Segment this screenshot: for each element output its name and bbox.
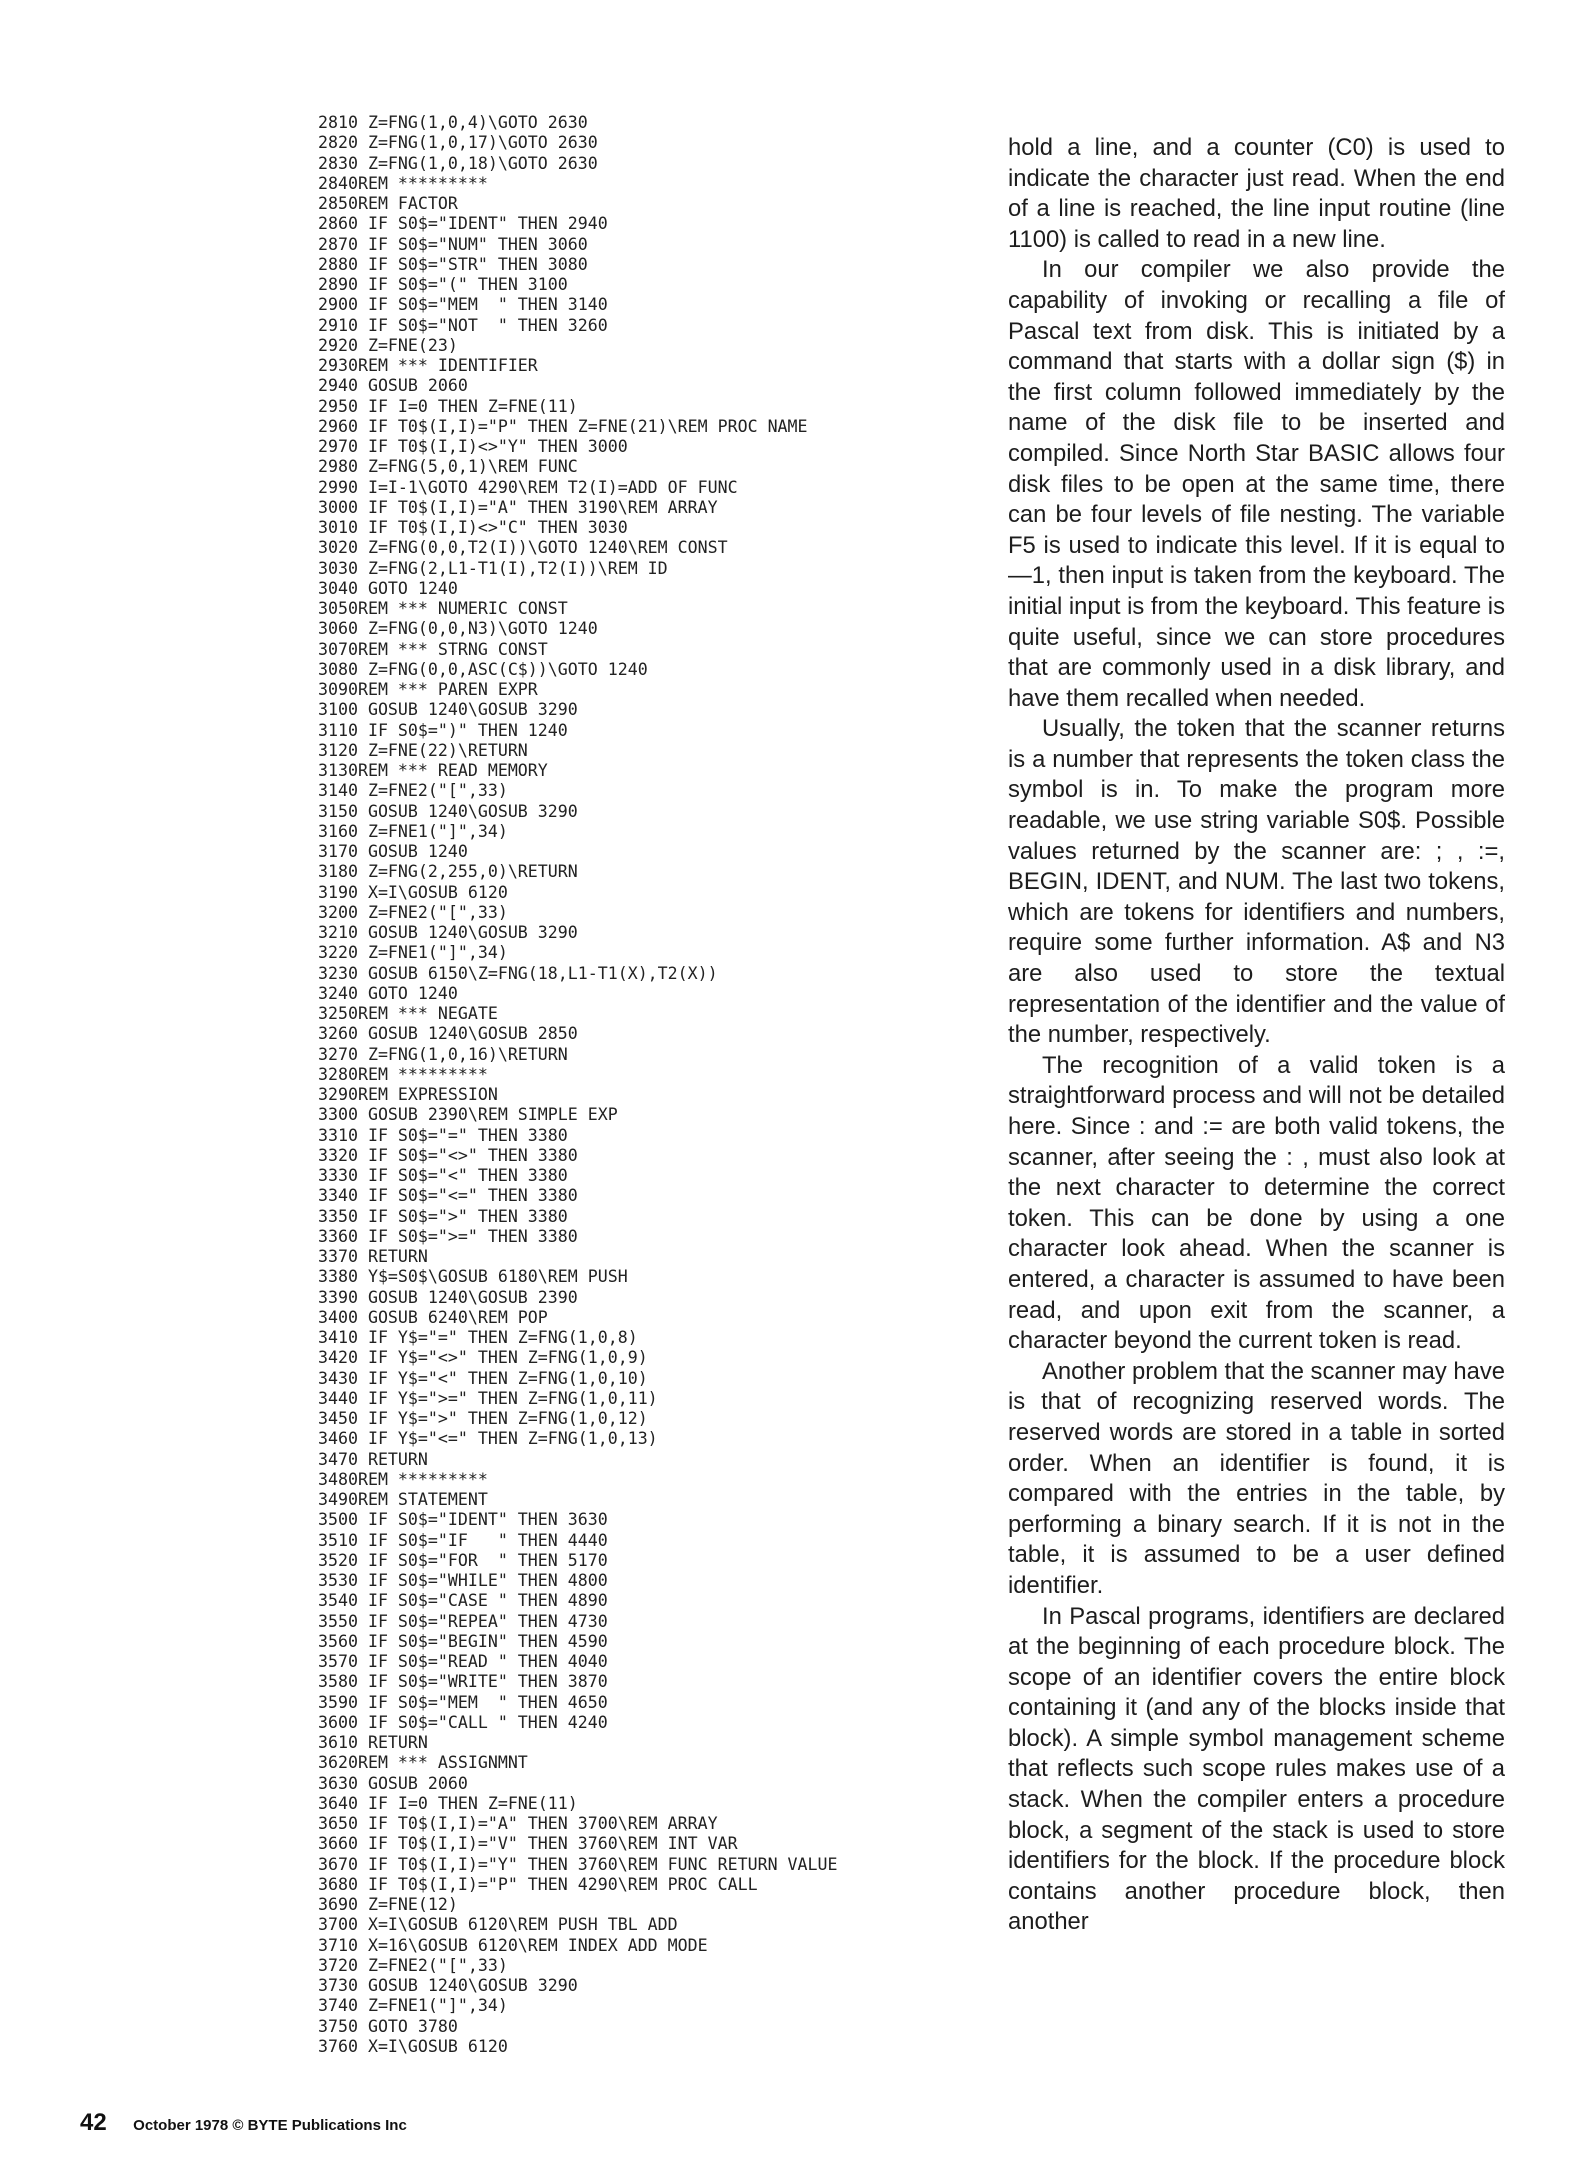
code-line: 3610 RETURN xyxy=(318,1733,428,1752)
code-line: 3530 IF S0$="WHILE" THEN 4800 xyxy=(318,1571,608,1590)
code-line: 3190 X=I\GOSUB 6120 xyxy=(318,882,508,902)
code-line: 3620REM *** ASSIGNMNT xyxy=(318,1753,528,1773)
code-line: 2940 GOSUB 2060 xyxy=(318,376,468,396)
code-line: 3230 GOSUB 6150\Z=FNG(18,L1-T1(X),T2(X)) xyxy=(318,963,718,983)
code-line: 2890 IF S0$="(" THEN 3100 xyxy=(318,275,568,294)
code-line: 3600 IF S0$="CALL " THEN 4240 xyxy=(318,1712,608,1732)
code-line: 3540 IF S0$="CASE " THEN 4890 xyxy=(318,1591,608,1611)
page-number: 42 xyxy=(80,2109,107,2136)
basic-code-listing xyxy=(318,113,958,2057)
code-line: 3350 IF S0$=">" THEN 3380 xyxy=(318,1206,568,1226)
page-footer xyxy=(80,2109,407,2137)
code-line: 3150 GOSUB 1240\GOSUB 3290 xyxy=(318,801,578,821)
code-line: 2870 IF S0$="NUM" THEN 3060 xyxy=(318,234,588,254)
code-line: 3410 IF Y$="=" THEN Z=FNG(1,0,8) xyxy=(318,1328,638,1347)
code-line: 3500 IF S0$="IDENT" THEN 3630 xyxy=(318,1510,608,1530)
code-line: 2840REM ********* xyxy=(318,173,488,193)
code-line: 3080 Z=FNG(0,0,ASC(C$))\GOTO 1240 xyxy=(318,659,648,679)
code-line: 3220 Z=FNE1("]",34) xyxy=(318,943,508,963)
code-line: 2900 IF S0$="MEM " THEN 3140 xyxy=(318,295,608,315)
paragraph-reserved-words: Another problem that the scanner may have is that of recognizing reserved words. The reserved words are stored in a table in sorted order. When an identifier is found, it is compared with the entries in the table, by performing a binary search. If it is not in the table, it is assumed to be a user defined identifier. xyxy=(1008,1357,1505,1599)
code-line: 3040 GOTO 1240 xyxy=(318,578,458,598)
code-line: 2830 Z=FNG(1,0,18)\GOTO 2630 xyxy=(318,153,598,173)
code-line: 3030 Z=FNG(2,L1-T1(I),T2(I))\REM ID xyxy=(318,558,668,578)
code-line: 2970 IF T0$(I,I)<>"Y" THEN 3000 xyxy=(318,437,628,456)
code-line: 3690 Z=FNE(12) xyxy=(318,1895,458,1914)
code-line: 2820 Z=FNG(1,0,17)\GOTO 2630 xyxy=(318,133,598,153)
publication-credit: October 1978 © BYTE Publications Inc xyxy=(133,2117,407,2134)
code-line: 2920 Z=FNE(23) xyxy=(318,335,458,355)
code-line: 3760 X=I\GOSUB 6120 xyxy=(318,2036,508,2056)
code-line: 2960 IF T0$(I,I)="P" THEN Z=FNE(21)\REM PROC NAME xyxy=(318,416,808,436)
code-line: 3460 IF Y$="<=" THEN Z=FNG(1,0,13) xyxy=(318,1429,658,1449)
code-line: 3450 IF Y$=">" THEN Z=FNG(1,0,12) xyxy=(318,1409,648,1428)
code-line: 3570 IF S0$="READ " THEN 4040 xyxy=(318,1652,608,1671)
code-line: 3310 IF S0$="=" THEN 3380 xyxy=(318,1125,568,1145)
code-line: 3340 IF S0$="<=" THEN 3380 xyxy=(318,1186,578,1206)
paragraph-token-recognition: The recognition of a valid token is a straightforward process and will not be detailed here. Since : and := are both valid tokens, the scanner, after seeing the : , must also look at the next character to determine the correct token. This can be done by using a one character look ahead. When the scanner is entered, a character is assumed to have been read, and upon exit from the scanner, a character beyond the current token is read. xyxy=(1008,1051,1505,1355)
code-line: 3170 GOSUB 1240 xyxy=(318,842,468,861)
code-line: 3330 IF S0$="<" THEN 3380 xyxy=(318,1166,568,1185)
code-line: 2910 IF S0$="NOT " THEN 3260 xyxy=(318,315,608,335)
code-line: 2850REM FACTOR xyxy=(318,194,458,213)
code-line: 3240 GOTO 1240 xyxy=(318,983,458,1003)
code-line: 3300 GOSUB 2390\REM SIMPLE EXP xyxy=(318,1105,618,1125)
code-line: 3750 GOTO 3780 xyxy=(318,2016,458,2036)
code-line: 2930REM *** IDENTIFIER xyxy=(318,356,538,375)
code-line: 3640 IF I=0 THEN Z=FNE(11) xyxy=(318,1793,578,1813)
code-line: 3360 IF S0$=">=" THEN 3380 xyxy=(318,1226,578,1246)
code-line: 2980 Z=FNG(5,0,1)\REM FUNC xyxy=(318,457,578,477)
code-line: 3250REM *** NEGATE xyxy=(318,1004,498,1023)
code-line: 3590 IF S0$="MEM " THEN 4650 xyxy=(318,1692,608,1712)
code-line: 3490REM STATEMENT xyxy=(318,1490,488,1509)
code-line: 3720 Z=FNE2("[",33) xyxy=(318,1955,508,1975)
code-line: 3580 IF S0$="WRITE" THEN 3870 xyxy=(318,1672,608,1692)
code-line: 3010 IF T0$(I,I)<>"C" THEN 3030 xyxy=(318,518,628,537)
code-line: 3290REM EXPRESSION xyxy=(318,1085,498,1104)
code-line: 3390 GOSUB 1240\GOSUB 2390 xyxy=(318,1287,578,1307)
paragraph-identifier-scope: In Pascal programs, identifiers are declared at the beginning of each procedure block. The scope of an identifier covers the entire block containing it (and any of the blocks inside that block). A simple symbol management scheme that reflects such scope rules makes use of a stack. When the compiler enters a procedure block, a segment of the stack is used to store identifiers for the block. If the procedure block contains another procedure block, then another xyxy=(1008,1602,1505,1936)
code-line: 3090REM *** PAREN EXPR xyxy=(318,680,538,699)
code-line: 3280REM ********* xyxy=(318,1064,488,1084)
code-line: 3480REM ********* xyxy=(318,1469,488,1489)
code-line: 2860 IF S0$="IDENT" THEN 2940 xyxy=(318,214,608,234)
code-line: 3380 Y$=S0$\GOSUB 6180\REM PUSH xyxy=(318,1267,628,1287)
code-line: 3050REM *** NUMERIC CONST xyxy=(318,599,568,618)
code-line: 3120 Z=FNE(22)\RETURN xyxy=(318,740,528,760)
code-line: 3180 Z=FNG(2,255,0)\RETURN xyxy=(318,862,578,882)
code-line: 3160 Z=FNE1("]",34) xyxy=(318,821,508,841)
code-line: 3400 GOSUB 6240\REM POP xyxy=(318,1307,548,1327)
code-line: 3430 IF Y$="<" THEN Z=FNG(1,0,10) xyxy=(318,1368,648,1388)
code-line: 3680 IF T0$(I,I)="P" THEN 4290\REM PROC CALL xyxy=(318,1874,758,1894)
code-line: 3060 Z=FNG(0,0,N3)\GOTO 1240 xyxy=(318,619,598,639)
code-line: 3260 GOSUB 1240\GOSUB 2850 xyxy=(318,1024,578,1044)
code-line: 3630 GOSUB 2060 xyxy=(318,1773,468,1793)
code-line: 3270 Z=FNG(1,0,16)\RETURN xyxy=(318,1044,568,1064)
code-line: 2990 I=I-1\GOTO 4290\REM T2(I)=ADD OF FUNC xyxy=(318,477,738,497)
code-line: 2810 Z=FNG(1,0,4)\GOTO 2630 xyxy=(318,113,588,132)
code-line: 3670 IF T0$(I,I)="Y" THEN 3760\REM FUNC RETURN VALUE xyxy=(318,1854,838,1874)
code-line: 3740 Z=FNE1("]",34) xyxy=(318,1996,508,2016)
code-line: 3020 Z=FNG(0,0,T2(I))\GOTO 1240\REM CONST xyxy=(318,538,728,558)
paragraph-line-input: hold a line, and a counter (C0) is used to indicate the character just read. When the end of a line is reached, the line input routine (line 1100) is called to read in a new line. xyxy=(1008,134,1505,253)
code-line: 3370 RETURN xyxy=(318,1247,428,1266)
code-line: 3210 GOSUB 1240\GOSUB 3290 xyxy=(318,923,578,942)
code-line: 3510 IF S0$="IF " THEN 4440 xyxy=(318,1530,608,1550)
code-line: 2880 IF S0$="STR" THEN 3080 xyxy=(318,254,588,274)
code-line: 3710 X=16\GOSUB 6120\REM INDEX ADD MODE xyxy=(318,1935,708,1955)
code-line: 3700 X=I\GOSUB 6120\REM PUSH TBL ADD xyxy=(318,1915,678,1935)
article-text-column xyxy=(1008,133,1505,1938)
code-line: 3070REM *** STRNG CONST xyxy=(318,639,548,659)
code-line: 3200 Z=FNE2("[",33) xyxy=(318,902,508,922)
code-line: 3470 RETURN xyxy=(318,1449,428,1469)
code-line: 3100 GOSUB 1240\GOSUB 3290 xyxy=(318,700,578,720)
code-line: 3140 Z=FNE2("[",33) xyxy=(318,781,508,801)
code-line: 3000 IF T0$(I,I)="A" THEN 3190\REM ARRAY xyxy=(318,497,718,517)
code-line: 3650 IF T0$(I,I)="A" THEN 3700\REM ARRAY xyxy=(318,1814,718,1833)
code-line: 3440 IF Y$=">=" THEN Z=FNG(1,0,11) xyxy=(318,1388,658,1408)
code-line: 3550 IF S0$="REPEA" THEN 4730 xyxy=(318,1611,608,1631)
code-line: 3110 IF S0$=")" THEN 1240 xyxy=(318,720,568,740)
code-line: 3730 GOSUB 1240\GOSUB 3290 xyxy=(318,1976,578,1995)
code-line: 3560 IF S0$="BEGIN" THEN 4590 xyxy=(318,1631,608,1651)
code-line: 3130REM *** READ MEMORY xyxy=(318,761,548,780)
paragraph-disk-file-include: In our compiler we also provide the capability of invoking or recalling a file of Pascal text from disk. This is initiated by a command that starts with a dollar sign ($) in the first column followed immediately by the name of the disk file to be inserted and compiled. Since North Star BASIC allows four disk files to be open at the same time, there can be four levels of file nesting. The variable F5 is used to indicate this level. If it is equal to —1, then input is taken from the keyboard. The initial input is from the keyboard. This feature is quite useful, since we can store procedures that are commonly used in a disk library, and have them recalled when needed. xyxy=(1008,256,1505,712)
code-line: 3520 IF S0$="FOR " THEN 5170 xyxy=(318,1550,608,1570)
code-line: 3320 IF S0$="<>" THEN 3380 xyxy=(318,1145,578,1165)
code-line: 3420 IF Y$="<>" THEN Z=FNG(1,0,9) xyxy=(318,1348,648,1368)
code-line: 3660 IF T0$(I,I)="V" THEN 3760\REM INT VAR xyxy=(318,1834,738,1854)
code-line: 2950 IF I=0 THEN Z=FNE(11) xyxy=(318,396,578,416)
paragraph-token-classes: Usually, the token that the scanner returns is a number that represents the token class the symbol is in. To make the program more readable, we use string variable S0$. Possible values returned by the scanner are: ; , :=, BEGIN, IDENT, and NUM. The last two tokens, which are tokens for identifiers and numbers, require some further information. A$ and N3 are also used to store the textual representation of the identifier and the value of the number, respectively. xyxy=(1008,715,1505,1049)
